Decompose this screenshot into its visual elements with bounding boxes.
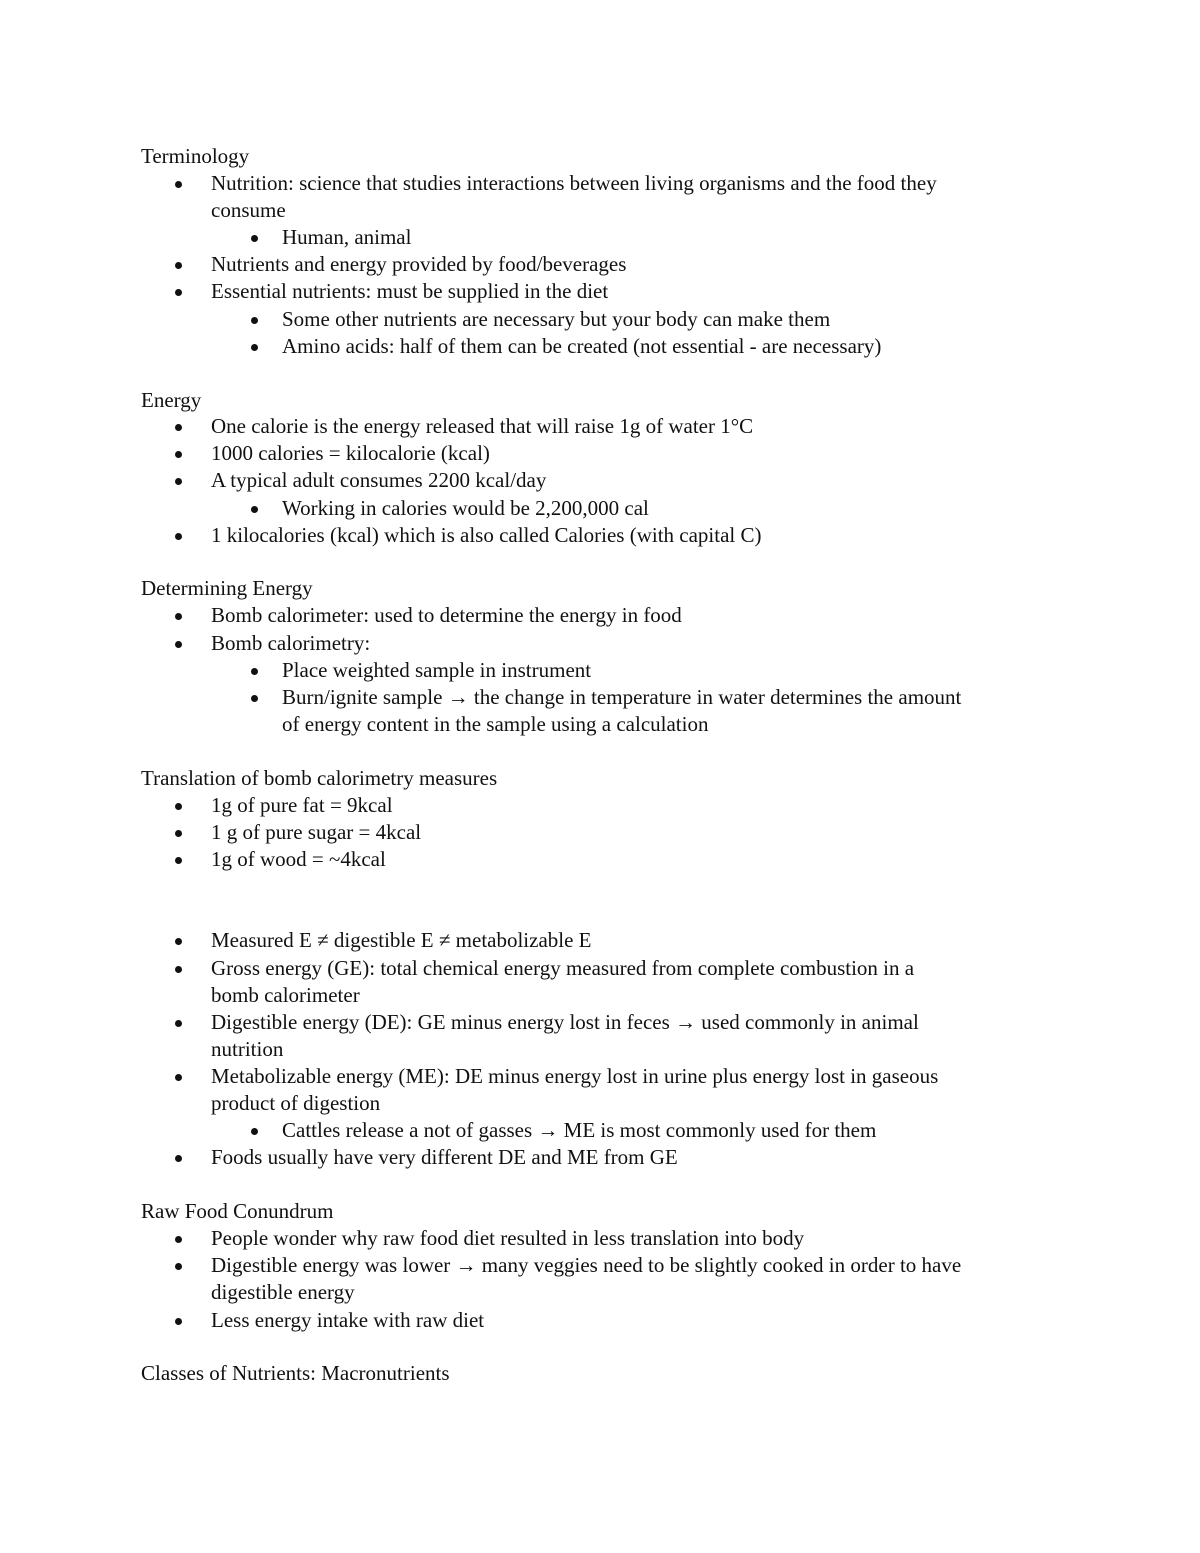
- bullet-icon: [175, 1318, 182, 1325]
- bullet-icon: [251, 695, 258, 702]
- bullet-icon: [175, 424, 182, 431]
- section-heading-raw-food: Raw Food Conundrum: [141, 1199, 334, 1223]
- list-item-text-continuation: product of digestion: [211, 1091, 381, 1115]
- bullet-icon: [175, 289, 182, 296]
- list-item-text: Bomb calorimeter: used to determine the energy in food: [211, 603, 682, 627]
- list-item-text: 1g of wood = ~4kcal: [211, 847, 386, 871]
- section-heading-energy: Energy: [141, 388, 202, 412]
- bullet-icon: [175, 1155, 182, 1162]
- section-heading-classes-of-nutrients: Classes of Nutrients: Macronutrients: [141, 1361, 450, 1385]
- list-item-text: Bomb calorimetry:: [211, 631, 371, 655]
- list-item-text: Nutrients and energy provided by food/beverages: [211, 252, 627, 276]
- bullet-icon: [251, 506, 258, 513]
- bullet-icon: [175, 803, 182, 810]
- bullet-icon: [175, 1074, 182, 1081]
- list-item-text: Digestible energy was lower → many veggies need to be slightly cooked in order to have: [211, 1253, 962, 1277]
- bullet-icon: [251, 1128, 258, 1135]
- list-item-text: Nutrition: science that studies interactions between living organisms and the food they: [211, 171, 937, 195]
- sub-list-item-text: Amino acids: half of them can be created (not essential - are necessary): [282, 334, 882, 358]
- bullet-icon: [251, 344, 258, 351]
- list-item-text-continuation: nutrition: [211, 1037, 284, 1061]
- bullet-icon: [175, 641, 182, 648]
- list-item-text: Less energy intake with raw diet: [211, 1308, 485, 1332]
- sub-list-item-text: Working in calories would be 2,200,000 cal: [282, 496, 649, 520]
- list-item-text: Measured E ≠ digestible E ≠ metabolizable E: [211, 928, 592, 952]
- bullet-icon: [175, 533, 182, 540]
- bullet-icon: [175, 478, 182, 485]
- list-item-text: Essential nutrients: must be supplied in the diet: [211, 279, 609, 303]
- list-item-text: A typical adult consumes 2200 kcal/day: [211, 468, 547, 492]
- bullet-icon: [175, 1020, 182, 1027]
- bullet-icon: [175, 1263, 182, 1270]
- bullet-icon: [175, 1236, 182, 1243]
- bullet-icon: [175, 830, 182, 837]
- list-item-text: 1000 calories = kilocalorie (kcal): [211, 441, 490, 465]
- list-item-text: One calorie is the energy released that will raise 1g of water 1°C: [211, 414, 754, 438]
- list-item-text: Foods usually have very different DE and ME from GE: [211, 1145, 678, 1169]
- section-heading-terminology: Terminology: [141, 144, 250, 168]
- list-item-text-continuation: bomb calorimeter: [211, 983, 360, 1007]
- sub-list-item-text: Cattles release a not of gasses → ME is most commonly used for them: [282, 1118, 877, 1142]
- bullet-icon: [175, 262, 182, 269]
- section-heading-determining-energy: Determining Energy: [141, 576, 313, 600]
- sub-list-item-text: Burn/ignite sample → the change in temperature in water determines the amount: [282, 685, 962, 709]
- bullet-icon: [175, 613, 182, 620]
- list-item-text-continuation: digestible energy: [211, 1280, 355, 1304]
- list-item-text: 1g of pure fat = 9kcal: [211, 793, 393, 817]
- bullet-icon: [251, 668, 258, 675]
- section-heading-translation: Translation of bomb calorimetry measures: [141, 766, 498, 790]
- bullet-icon: [251, 317, 258, 324]
- bullet-icon: [175, 181, 182, 188]
- sub-list-item-text-continuation: of energy content in the sample using a calculation: [282, 712, 709, 736]
- list-item-text: 1 g of pure sugar = 4kcal: [211, 820, 422, 844]
- bullet-icon: [175, 938, 182, 945]
- list-item-text: 1 kilocalories (kcal) which is also called Calories (with capital C): [211, 523, 762, 547]
- bullet-icon: [251, 235, 258, 242]
- sub-list-item-text: Human, animal: [282, 225, 412, 249]
- sub-list-item-text: Place weighted sample in instrument: [282, 658, 592, 682]
- list-item-text: Metabolizable energy (ME): DE minus energy lost in urine plus energy lost in gaseous: [211, 1064, 939, 1088]
- list-item-text: People wonder why raw food diet resulted in less translation into body: [211, 1226, 805, 1250]
- list-item-text-continuation: consume: [211, 198, 286, 222]
- bullet-icon: [175, 857, 182, 864]
- list-item-text: Gross energy (GE): total chemical energy measured from complete combustion in a: [211, 956, 915, 980]
- bullet-icon: [175, 451, 182, 458]
- bullet-icon: [175, 966, 182, 973]
- sub-list-item-text: Some other nutrients are necessary but your body can make them: [282, 307, 831, 331]
- list-item-text: Digestible energy (DE): GE minus energy lost in feces → used commonly in animal: [211, 1010, 919, 1034]
